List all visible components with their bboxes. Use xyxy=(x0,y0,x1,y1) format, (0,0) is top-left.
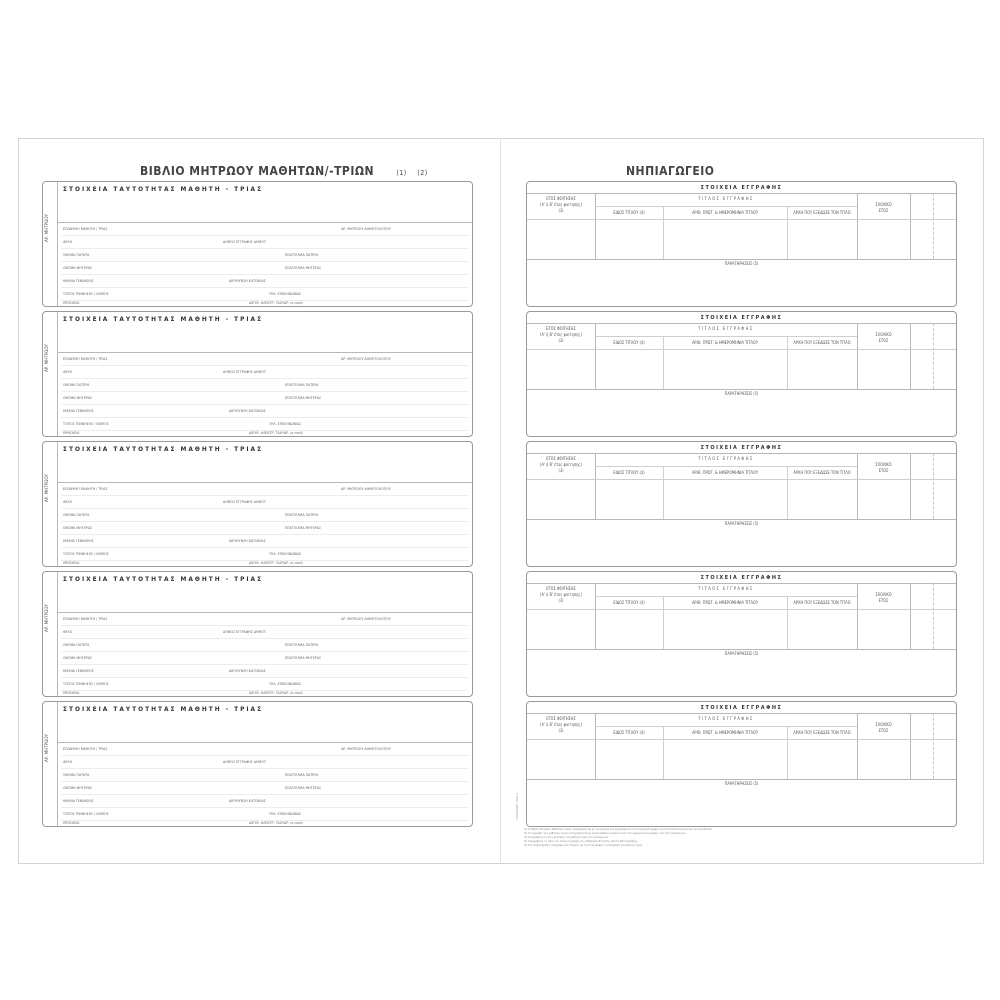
registry-number-column[interactable] xyxy=(43,312,58,436)
heading-separator xyxy=(527,453,956,454)
identity-heading: ΣΤΟΙΧΕΙΑ ΤΑΥΤΟΤΗΤΑΣ ΜΑΘΗΤΗ - ΤΡΙΑΣ xyxy=(63,185,264,193)
municipal-reg-label: ΑΡ. ΜΗΤΡΩΟΥ ΔΗΜΟΤΟΛΟΓΙΟΥ xyxy=(341,227,391,231)
title-subdivider xyxy=(595,206,857,207)
attendance-sub-label: (Α' ή Β' έτος φοίτησης) xyxy=(540,462,582,467)
school-year-label-2: ΕΤΟΣ xyxy=(878,468,889,473)
religion-label: ΘΡΗΣΚΕΙΑ xyxy=(63,561,80,565)
phone-label: ΤΗΛ. ΕΠΙΚΟΙΝΩΝΙΑΣ xyxy=(269,292,302,296)
enrollment-form xyxy=(526,311,957,437)
residence-label: ΔΙΕΥΘΥΝΣΗ ΚΑΤΟΙΚΙΑΣ xyxy=(229,799,266,803)
municipal-reg-label: ΑΡ. ΜΗΤΡΩΟΥ ΔΗΜΟΤΟΛΟΓΙΟΥ xyxy=(341,747,391,751)
father-job-label: ΕΠΑΓΓΕΛΜΑ ΠΑΤΕΡΑ xyxy=(285,253,319,257)
gender-field[interactable] xyxy=(61,248,468,249)
registry-number-column[interactable] xyxy=(43,182,58,306)
surname-field[interactable] xyxy=(61,495,468,496)
father-name-label: ΟΝΟΜΑ ΠΑΤΕΡΑ xyxy=(63,383,90,387)
municipality-label: ΔΗΜΟΣ ΕΓΓΡΑΦΗΣ ΔΗΜΟΤ. xyxy=(223,240,267,244)
enrollment-form xyxy=(526,181,957,307)
birth-date-label: ΗΜ/ΝΙΑ ΓΕΝΝΗΣΗΣ xyxy=(63,279,94,283)
value-row-top xyxy=(527,609,956,610)
heading-separator xyxy=(57,352,472,353)
protocol-label: ΑΡΙΘ. ΠΡΩΤ. & ΗΜΕΡΟΜΗΝΙΑ ΤΙΤΛΟΥ xyxy=(691,470,759,475)
attendance-divider xyxy=(595,323,596,389)
mother-field[interactable] xyxy=(61,274,468,275)
gender-field[interactable] xyxy=(61,378,468,379)
identity-heading: ΣΤΟΙΧΕΙΑ ΤΑΥΤΟΤΗΤΑΣ ΜΑΘΗΤΗ - ΤΡΙΑΣ xyxy=(63,575,264,583)
heading-separator xyxy=(527,193,956,194)
school-year-label-1: ΣΧΟΛΙΚΟ xyxy=(875,332,892,337)
student-identity-form xyxy=(42,311,473,437)
gender-field[interactable] xyxy=(61,768,468,769)
mother-field[interactable] xyxy=(61,664,468,665)
protocol-label: ΑΡΙΘ. ΠΡΩΤ. & ΗΜΕΡΟΜΗΝΙΑ ΤΙΤΛΟΥ xyxy=(691,340,759,345)
heading-separator xyxy=(57,482,472,483)
school-year-dashed-divider xyxy=(933,453,934,519)
father-name-label: ΟΝΟΜΑ ΠΑΤΕΡΑ xyxy=(63,253,90,257)
heading-separator xyxy=(57,222,472,223)
gender-field[interactable] xyxy=(61,508,468,509)
school-year-label-2: ΕΤΟΣ xyxy=(878,598,889,603)
mother-job-label: ΕΠΑΓΓΕΛΜΑ ΜΗΤΕΡΑΣ xyxy=(285,266,322,270)
school-year-dashed-divider xyxy=(933,193,934,259)
year-of-attendance-label: ΕΤΟΣ ΦΟΙΤΗΣΗΣ xyxy=(546,586,576,591)
issuer-label: ΑΡΧΗ ΠΟΥ ΕΞΕΔΩΣΕ ΤΟΝ ΤΙΤΛΟ xyxy=(793,340,851,345)
school-year-label-2: ΕΤΟΣ xyxy=(878,728,889,733)
note-3-label: (3) xyxy=(558,598,564,603)
school-year-label-1: ΣΧΟΛΙΚΟ xyxy=(875,202,892,207)
father-field[interactable] xyxy=(61,651,468,652)
enrollment-form xyxy=(526,441,957,567)
email-label: ΔΙΕΥΘ. ΗΛΕΚΤΡ. ΤΑΧΥΔΡ. (e-mail) xyxy=(249,821,303,825)
identity-heading: ΣΤΟΙΧΕΙΑ ΤΑΥΤΟΤΗΤΑΣ ΜΑΘΗΤΗ - ΤΡΙΑΣ xyxy=(63,445,264,453)
gender-label: ΦΥΛΟ xyxy=(63,500,73,504)
page-fold xyxy=(500,138,501,862)
religion-label: ΘΡΗΣΚΕΙΑ xyxy=(63,691,80,695)
remarks-label: ΠΑΡΑΤΗΡΗΣΕΙΣ (5) xyxy=(724,521,759,526)
heading-separator xyxy=(527,323,956,324)
gender-label: ΦΥΛΟ xyxy=(63,240,73,244)
heading-separator xyxy=(57,742,472,743)
title-subdivider xyxy=(595,726,857,727)
enrollment-heading: ΣΤΟΙΧΕΙΑ ΕΓΓΡΑΦΗΣ xyxy=(700,575,783,581)
municipal-reg-label: ΑΡ. ΜΗΤΡΩΟΥ ΔΗΜΟΤΟΛΟΓΙΟΥ xyxy=(341,617,391,621)
school-year-divider xyxy=(910,323,911,389)
enrollment-heading: ΣΤΟΙΧΕΙΑ ΕΓΓΡΑΦΗΣ xyxy=(700,315,783,321)
registry-number-label: ΑΡ. ΜΗΤΡΩΟΥ xyxy=(45,734,50,762)
birth-date-field[interactable] xyxy=(61,547,468,548)
title-type-label: ΕΙΔΟΣ ΤΙΤΛΟΥ (4) xyxy=(613,470,645,475)
birth-place-label: ΤΟΠΟΣ ΓΕΝΝΗΣΗΣ / ΝΟΜΟΣ xyxy=(63,682,109,686)
attendance-sub-label: (Α' ή Β' έτος φοίτησης) xyxy=(540,592,582,597)
mother-job-label: ΕΠΑΓΓΕΛΜΑ ΜΗΤΕΡΑΣ xyxy=(285,396,322,400)
school-year-dashed-divider xyxy=(933,583,934,649)
municipality-label: ΔΗΜΟΣ ΕΓΓΡΑΦΗΣ ΔΗΜΟΤ. xyxy=(223,500,267,504)
attendance-divider xyxy=(595,453,596,519)
note-1: (1) xyxy=(396,169,407,177)
footnote-4: (4) Αναγράφεται το είδος του τίτλου εγγραφής (π.χ. Βεβαίωση Φοίτησης, Δελτίο Μετεγγραφής). xyxy=(524,840,638,843)
school-year-divider xyxy=(910,713,911,779)
kindergarten-title: ΝΗΠΙΑΓΩΓΕΙΟ xyxy=(626,164,715,178)
birth-place-label: ΤΟΠΟΣ ΓΕΝΝΗΣΗΣ / ΝΟΜΟΣ xyxy=(63,422,109,426)
remarks-label: ΠΑΡΑΤΗΡΗΣΕΙΣ (5) xyxy=(724,261,759,266)
phone-label: ΤΗΛ. ΕΠΙΚΟΙΝΩΝΙΑΣ xyxy=(269,552,302,556)
municipal-reg-label: ΑΡ. ΜΗΤΡΩΟΥ ΔΗΜΟΤΟΛΟΓΙΟΥ xyxy=(341,487,391,491)
title-subdivider xyxy=(595,336,857,337)
email-label: ΔΙΕΥΘ. ΗΛΕΚΤΡ. ΤΑΧΥΔΡ. (e-mail) xyxy=(249,691,303,695)
note-3-label: (3) xyxy=(558,468,564,473)
birth-date-label: ΗΜ/ΝΙΑ ΓΕΝΝΗΣΗΣ xyxy=(63,669,94,673)
student-identity-form xyxy=(42,181,473,307)
attendance-sub-label: (Α' ή Β' έτος φοίτησης) xyxy=(540,722,582,727)
birth-date-label: ΗΜ/ΝΙΑ ΓΕΝΝΗΣΗΣ xyxy=(63,799,94,803)
remarks-label: ΠΑΡΑΤΗΡΗΣΕΙΣ (5) xyxy=(724,651,759,656)
school-year-label-1: ΣΧΟΛΙΚΟ xyxy=(875,722,892,727)
registry-number-column[interactable] xyxy=(43,572,58,696)
student-identity-form xyxy=(42,571,473,697)
identity-heading: ΣΤΟΙΧΕΙΑ ΤΑΥΤΟΤΗΤΑΣ ΜΑΘΗΤΗ - ΤΡΙΑΣ xyxy=(63,705,264,713)
school-year-label-1: ΣΧΟΛΙΚΟ xyxy=(875,592,892,597)
municipality-label: ΔΗΜΟΣ ΕΓΓΡΑΦΗΣ ΔΗΜΟΤ. xyxy=(223,630,267,634)
heading-separator xyxy=(527,583,956,584)
phone-label: ΤΗΛ. ΕΠΙΚΟΙΝΩΝΙΑΣ xyxy=(269,682,302,686)
protocol-label: ΑΡΙΘ. ΠΡΩΤ. & ΗΜΕΡΟΜΗΝΙΑ ΤΙΤΛΟΥ xyxy=(691,600,759,605)
mother-job-label: ΕΠΑΓΓΕΛΜΑ ΜΗΤΕΡΑΣ xyxy=(285,526,322,530)
father-field[interactable] xyxy=(61,261,468,262)
attendance-divider xyxy=(595,713,596,779)
surname-field[interactable] xyxy=(61,235,468,236)
municipality-label: ΔΗΜΟΣ ΕΓΓΡΑΦΗΣ ΔΗΜΟΤ. xyxy=(223,760,267,764)
enrollment-heading: ΣΤΟΙΧΕΙΑ ΕΓΓΡΑΦΗΣ xyxy=(700,705,783,711)
father-job-label: ΕΠΑΓΓΕΛΜΑ ΠΑΤΕΡΑ xyxy=(285,643,319,647)
title-subdivider xyxy=(595,596,857,597)
mother-name-label: ΟΝΟΜΑ ΜΗΤΕΡΑΣ xyxy=(63,656,92,660)
surname-field[interactable] xyxy=(61,755,468,756)
value-row-top xyxy=(527,349,956,350)
enrollment-title-label: ΤΙΤΛΟΣ ΕΓΓΡΑΦΗΣ xyxy=(698,716,754,721)
municipal-reg-label: ΑΡ. ΜΗΤΡΩΟΥ ΔΗΜΟΤΟΛΟΓΙΟΥ xyxy=(341,357,391,361)
attendance-divider xyxy=(595,193,596,259)
title-notes xyxy=(396,169,427,177)
year-of-attendance-label: ΕΤΟΣ ΦΟΙΤΗΣΗΣ xyxy=(546,196,576,201)
birth-date-label: ΗΜ/ΝΙΑ ΓΕΝΝΗΣΗΣ xyxy=(63,539,94,543)
enrollment-title-label: ΤΙΤΛΟΣ ΕΓΓΡΑΦΗΣ xyxy=(698,196,754,201)
year-of-attendance-label: ΕΤΟΣ ΦΟΙΤΗΣΗΣ xyxy=(546,326,576,331)
enrollment-heading: ΣΤΟΙΧΕΙΑ ΕΓΓΡΑΦΗΣ xyxy=(700,185,783,191)
mother-job-label: ΕΠΑΓΓΕΛΜΑ ΜΗΤΕΡΑΣ xyxy=(285,786,322,790)
enrollment-title-label: ΤΙΤΛΟΣ ΕΓΓΡΑΦΗΣ xyxy=(698,326,754,331)
remarks-separator xyxy=(527,779,956,780)
father-job-label: ΕΠΑΓΓΕΛΜΑ ΠΑΤΕΡΑ xyxy=(285,513,319,517)
phone-label: ΤΗΛ. ΕΠΙΚΟΙΝΩΝΙΑΣ xyxy=(269,812,302,816)
birth-date-field[interactable] xyxy=(61,287,468,288)
father-field[interactable] xyxy=(61,521,468,522)
school-year-divider xyxy=(910,193,911,259)
enrollment-title-label: ΤΙΤΛΟΣ ΕΓΓΡΑΦΗΣ xyxy=(698,456,754,461)
gender-field[interactable] xyxy=(61,638,468,639)
birth-date-field[interactable] xyxy=(61,417,468,418)
footnote-2: (2) Οι εγγραφές των μαθητών/-τριών καταχωρίζονται με σειρά αριθμού μητρώου κατά την ημερομηνία εγγραφής τους στο νηπιαγωγείο. xyxy=(524,832,686,835)
surname-field[interactable] xyxy=(61,625,468,626)
heading-separator xyxy=(527,713,956,714)
remarks-label: ΠΑΡΑΤΗΡΗΣΕΙΣ (5) xyxy=(724,391,759,396)
religion-label: ΘΡΗΣΚΕΙΑ xyxy=(63,431,80,435)
father-job-label: ΕΠΑΓΓΕΛΜΑ ΠΑΤΕΡΑ xyxy=(285,383,319,387)
left-page-title xyxy=(140,164,428,178)
surname-label: ΕΠΩΝΥΜΟ ΜΑΘΗΤΗ / ΤΡΙΑΣ xyxy=(63,747,108,751)
footnote-5: (5) Στις παρατηρήσεις αναγράφονται στοιχεία για τη μετεγγραφή ή τη διαγραφή του μαθητή/-τριας. xyxy=(524,844,644,847)
surname-field[interactable] xyxy=(61,365,468,366)
surname-label: ΕΠΩΝΥΜΟ ΜΑΘΗΤΗ / ΤΡΙΑΣ xyxy=(63,617,108,621)
mother-name-label: ΟΝΟΜΑ ΜΗΤΕΡΑΣ xyxy=(63,396,92,400)
school-year-divider xyxy=(910,583,911,649)
residence-label: ΔΙΕΥΘΥΝΣΗ ΚΑΤΟΙΚΙΑΣ xyxy=(229,279,266,283)
note-3-label: (3) xyxy=(558,728,564,733)
birth-date-label: ΗΜ/ΝΙΑ ΓΕΝΝΗΣΗΣ xyxy=(63,409,94,413)
footnote-3: (3) Αναγράφεται το έτος φοίτησης του μαθητή/-τριας στο νηπιαγωγείο. xyxy=(524,836,609,839)
mother-name-label: ΟΝΟΜΑ ΜΗΤΕΡΑΣ xyxy=(63,526,92,530)
heading-separator xyxy=(57,612,472,613)
value-row-top xyxy=(527,479,956,480)
protocol-label: ΑΡΙΘ. ΠΡΩΤ. & ΗΜΕΡΟΜΗΝΙΑ ΤΙΤΛΟΥ xyxy=(691,730,759,735)
school-year-dashed-divider xyxy=(933,323,934,389)
gender-label: ΦΥΛΟ xyxy=(63,630,73,634)
email-label: ΔΙΕΥΘ. ΗΛΕΚΤΡ. ΤΑΧΥΔΡ. (e-mail) xyxy=(249,561,303,565)
title-type-label: ΕΙΔΟΣ ΤΙΤΛΟΥ (4) xyxy=(613,730,645,735)
birth-place-label: ΤΟΠΟΣ ΓΕΝΝΗΣΗΣ / ΝΟΜΟΣ xyxy=(63,552,109,556)
birth-place-label: ΤΟΠΟΣ ΓΕΝΝΗΣΗΣ / ΝΟΜΟΣ xyxy=(63,812,109,816)
mother-job-label: ΕΠΑΓΓΕΛΜΑ ΜΗΤΕΡΑΣ xyxy=(285,656,322,660)
school-year-divider xyxy=(910,453,911,519)
attendance-sub-label: (Α' ή Β' έτος φοίτησης) xyxy=(540,332,582,337)
footnotes xyxy=(524,828,960,848)
religion-label: ΘΡΗΣΚΕΙΑ xyxy=(63,821,80,825)
enrollment-title-label: ΤΙΤΛΟΣ ΕΓΓΡΑΦΗΣ xyxy=(698,586,754,591)
value-row-top xyxy=(527,219,956,220)
registry-number-label: ΑΡ. ΜΗΤΡΩΟΥ xyxy=(45,214,50,242)
protocol-label: ΑΡΙΘ. ΠΡΩΤ. & ΗΜΕΡΟΜΗΝΙΑ ΤΙΤΛΟΥ xyxy=(691,210,759,215)
municipality-label: ΔΗΜΟΣ ΕΓΓΡΑΦΗΣ ΔΗΜΟΤ. xyxy=(223,370,267,374)
title-type-label: ΕΙΔΟΣ ΤΙΤΛΟΥ (4) xyxy=(613,340,645,345)
enrollment-heading: ΣΤΟΙΧΕΙΑ ΕΓΓΡΑΦΗΣ xyxy=(700,445,783,451)
issuer-label: ΑΡΧΗ ΠΟΥ ΕΞΕΔΩΣΕ ΤΟΝ ΤΙΤΛΟ xyxy=(793,730,851,735)
registry-number-column[interactable] xyxy=(43,702,58,826)
surname-label: ΕΠΩΝΥΜΟ ΜΑΘΗΤΗ / ΤΡΙΑΣ xyxy=(63,487,108,491)
surname-label: ΕΠΩΝΥΜΟ ΜΑΘΗΤΗ / ΤΡΙΑΣ xyxy=(63,227,108,231)
remarks-separator xyxy=(527,649,956,650)
father-field[interactable] xyxy=(61,781,468,782)
residence-label: ΔΙΕΥΘΥΝΣΗ ΚΑΤΟΙΚΙΑΣ xyxy=(229,669,266,673)
registry-number-label: ΑΡ. ΜΗΤΡΩΟΥ xyxy=(45,344,50,372)
issuer-label: ΑΡΧΗ ΠΟΥ ΕΞΕΔΩΣΕ ΤΟΝ ΤΙΤΛΟ xyxy=(793,600,851,605)
mother-field[interactable] xyxy=(61,794,468,795)
identity-heading: ΣΤΟΙΧΕΙΑ ΤΑΥΤΟΤΗΤΑΣ ΜΑΘΗΤΗ - ΤΡΙΑΣ xyxy=(63,315,264,323)
residence-label: ΔΙΕΥΘΥΝΣΗ ΚΑΤΟΙΚΙΑΣ xyxy=(229,409,266,413)
title-subdivider xyxy=(595,466,857,467)
gender-label: ΦΥΛΟ xyxy=(63,370,73,374)
father-name-label: ΟΝΟΜΑ ΠΑΤΕΡΑ xyxy=(63,513,90,517)
attendance-sub-label: (Α' ή Β' έτος φοίτησης) xyxy=(540,202,582,207)
residence-label: ΔΙΕΥΘΥΝΣΗ ΚΑΤΟΙΚΙΑΣ xyxy=(229,539,266,543)
remarks-separator xyxy=(527,259,956,260)
issuer-label: ΑΡΧΗ ΠΟΥ ΕΞΕΔΩΣΕ ΤΟΝ ΤΙΤΛΟ xyxy=(793,470,851,475)
title-type-label: ΕΙΔΟΣ ΤΙΤΛΟΥ (4) xyxy=(613,600,645,605)
registry-number-label: ΑΡ. ΜΗΤΡΩΟΥ xyxy=(45,604,50,632)
religion-label: ΘΡΗΣΚΕΙΑ xyxy=(63,301,80,305)
school-year-label-2: ΕΤΟΣ xyxy=(878,338,889,343)
attendance-divider xyxy=(595,583,596,649)
mother-field[interactable] xyxy=(61,404,468,405)
note-2: (2) xyxy=(417,169,428,177)
year-of-attendance-label: ΕΤΟΣ ΦΟΙΤΗΣΗΣ xyxy=(546,716,576,721)
birth-place-label: ΤΟΠΟΣ ΓΕΝΝΗΣΗΣ / ΝΟΜΟΣ xyxy=(63,292,109,296)
gender-label: ΦΥΛΟ xyxy=(63,760,73,764)
school-year-label-1: ΣΧΟΛΙΚΟ xyxy=(875,462,892,467)
note-3-label: (3) xyxy=(558,208,564,213)
registry-number-column[interactable] xyxy=(43,442,58,566)
mother-field[interactable] xyxy=(61,534,468,535)
birth-date-field[interactable] xyxy=(61,677,468,678)
note-3-label: (3) xyxy=(558,338,564,343)
father-name-label: ΟΝΟΜΑ ΠΑΤΕΡΑ xyxy=(63,773,90,777)
footnote-1: (1) Το Βιβλίο Μητρώου Μαθητών/-τριών, συμπληρώνεται με τα στοιχεία που αναγράφονται στη Δήλωση Εγγραφής και στα δικαιολογητικά που την συνοδεύουν. xyxy=(524,828,713,831)
student-identity-form xyxy=(42,441,473,567)
father-job-label: ΕΠΑΓΓΕΛΜΑ ΠΑΤΕΡΑ xyxy=(285,773,319,777)
title-type-label: ΕΙΔΟΣ ΤΙΤΛΟΥ (4) xyxy=(613,210,645,215)
remarks-separator xyxy=(527,519,956,520)
remarks-separator xyxy=(527,389,956,390)
print-code: ΥΠΟΒΑΛΛΕΙ - ΕΚΔ. 1 xyxy=(515,792,519,820)
birth-date-field[interactable] xyxy=(61,807,468,808)
school-year-label-2: ΕΤΟΣ xyxy=(878,208,889,213)
email-label: ΔΙΕΥΘ. ΗΛΕΚΤΡ. ΤΑΧΥΔΡ. (e-mail) xyxy=(249,431,303,435)
remarks-label: ΠΑΡΑΤΗΡΗΣΕΙΣ (5) xyxy=(724,781,759,786)
issuer-label: ΑΡΧΗ ΠΟΥ ΕΞΕΔΩΣΕ ΤΟΝ ΤΙΤΛΟ xyxy=(793,210,851,215)
mother-name-label: ΟΝΟΜΑ ΜΗΤΕΡΑΣ xyxy=(63,266,92,270)
mother-name-label: ΟΝΟΜΑ ΜΗΤΕΡΑΣ xyxy=(63,786,92,790)
year-of-attendance-label: ΕΤΟΣ ΦΟΙΤΗΣΗΣ xyxy=(546,456,576,461)
student-identity-form xyxy=(42,701,473,827)
phone-label: ΤΗΛ. ΕΠΙΚΟΙΝΩΝΙΑΣ xyxy=(269,422,302,426)
father-field[interactable] xyxy=(61,391,468,392)
enrollment-form xyxy=(526,571,957,697)
school-year-dashed-divider xyxy=(933,713,934,779)
surname-label: ΕΠΩΝΥΜΟ ΜΑΘΗΤΗ / ΤΡΙΑΣ xyxy=(63,357,108,361)
registry-number-label: ΑΡ. ΜΗΤΡΩΟΥ xyxy=(45,474,50,502)
register-title: ΒΙΒΛΙΟ ΜΗΤΡΩΟΥ ΜΑΘΗΤΩΝ/-ΤΡΙΩΝ xyxy=(140,164,375,178)
email-label: ΔΙΕΥΘ. ΗΛΕΚΤΡ. ΤΑΧΥΔΡ. (e-mail) xyxy=(249,301,303,305)
value-row-top xyxy=(527,739,956,740)
father-name-label: ΟΝΟΜΑ ΠΑΤΕΡΑ xyxy=(63,643,90,647)
enrollment-form xyxy=(526,701,957,827)
